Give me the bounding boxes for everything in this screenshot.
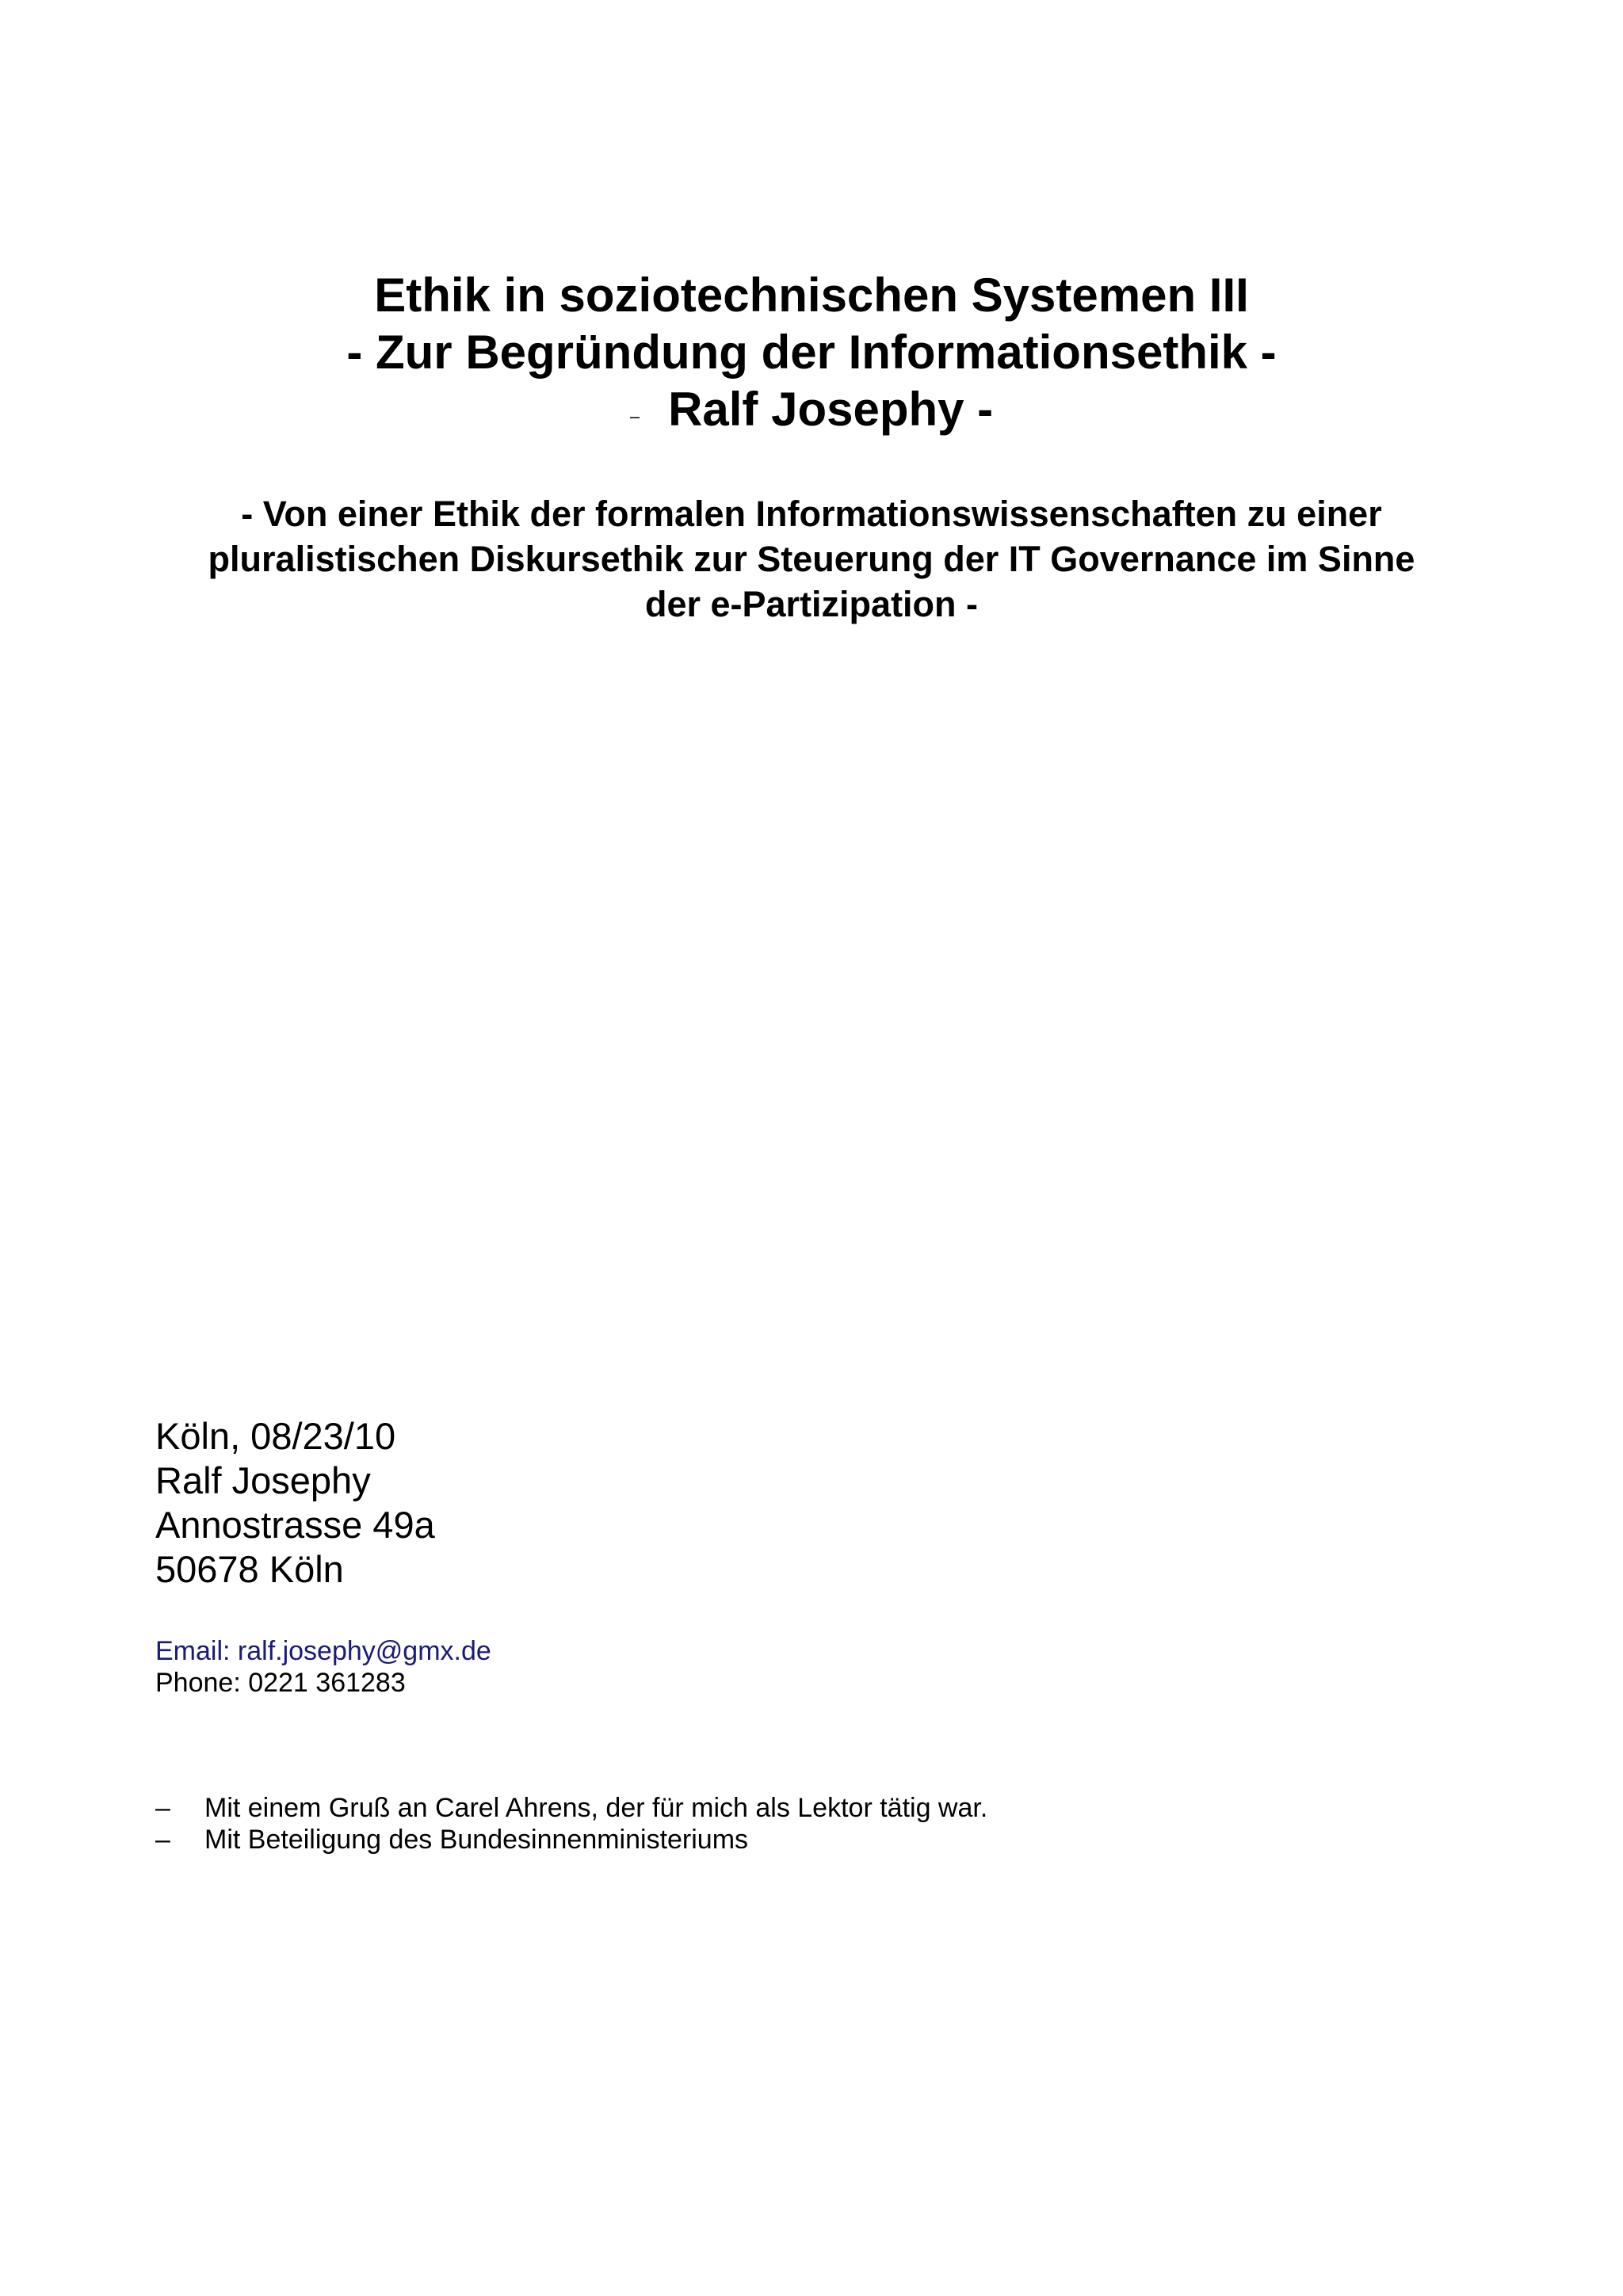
subtitle-block bbox=[0, 491, 1623, 627]
title-line-2: - Zur Begründung der Informationsethik - bbox=[346, 326, 1277, 379]
address-block bbox=[155, 1414, 435, 1592]
contact-block bbox=[155, 1635, 491, 1699]
dash-bullet: – bbox=[155, 1825, 170, 1855]
city: 50678 Köln bbox=[155, 1548, 344, 1590]
title-line-1: Ethik in soziotechnischen Systemen III bbox=[374, 269, 1249, 322]
author-name: Ralf Josephy bbox=[155, 1459, 371, 1501]
author-dash: – bbox=[629, 406, 640, 426]
phone: Phone: 0221 361283 bbox=[155, 1668, 406, 1698]
title-author-line bbox=[0, 381, 1623, 448]
title-block bbox=[0, 267, 1623, 448]
subtitle-line-2: pluralistischen Diskursethik zur Steuerung der IT Governance im Sinne bbox=[208, 539, 1415, 579]
subtitle-line-3: der e-Partizipation - bbox=[644, 584, 979, 624]
list-item bbox=[155, 1824, 987, 1855]
list-item bbox=[155, 1792, 987, 1824]
notes-list bbox=[155, 1792, 987, 1855]
subtitle-line-1: - Von einer Ethik der formalen Informationswissenschaften zu einer bbox=[241, 494, 1382, 534]
dash-bullet: – bbox=[155, 1793, 170, 1823]
street: Annostrasse 49a bbox=[155, 1504, 435, 1546]
title-author: Ralf Josephy - bbox=[668, 383, 994, 436]
email-link[interactable]: Email: ralf.josephy@gmx.de bbox=[155, 1636, 491, 1666]
note-text: Mit Beteiligung des Bundesinnenministeriums bbox=[204, 1825, 749, 1855]
place-date: Köln, 08/23/10 bbox=[155, 1415, 396, 1457]
note-text: Mit einem Gruß an Carel Ahrens, der für mich als Lektor tätig war. bbox=[204, 1793, 988, 1823]
